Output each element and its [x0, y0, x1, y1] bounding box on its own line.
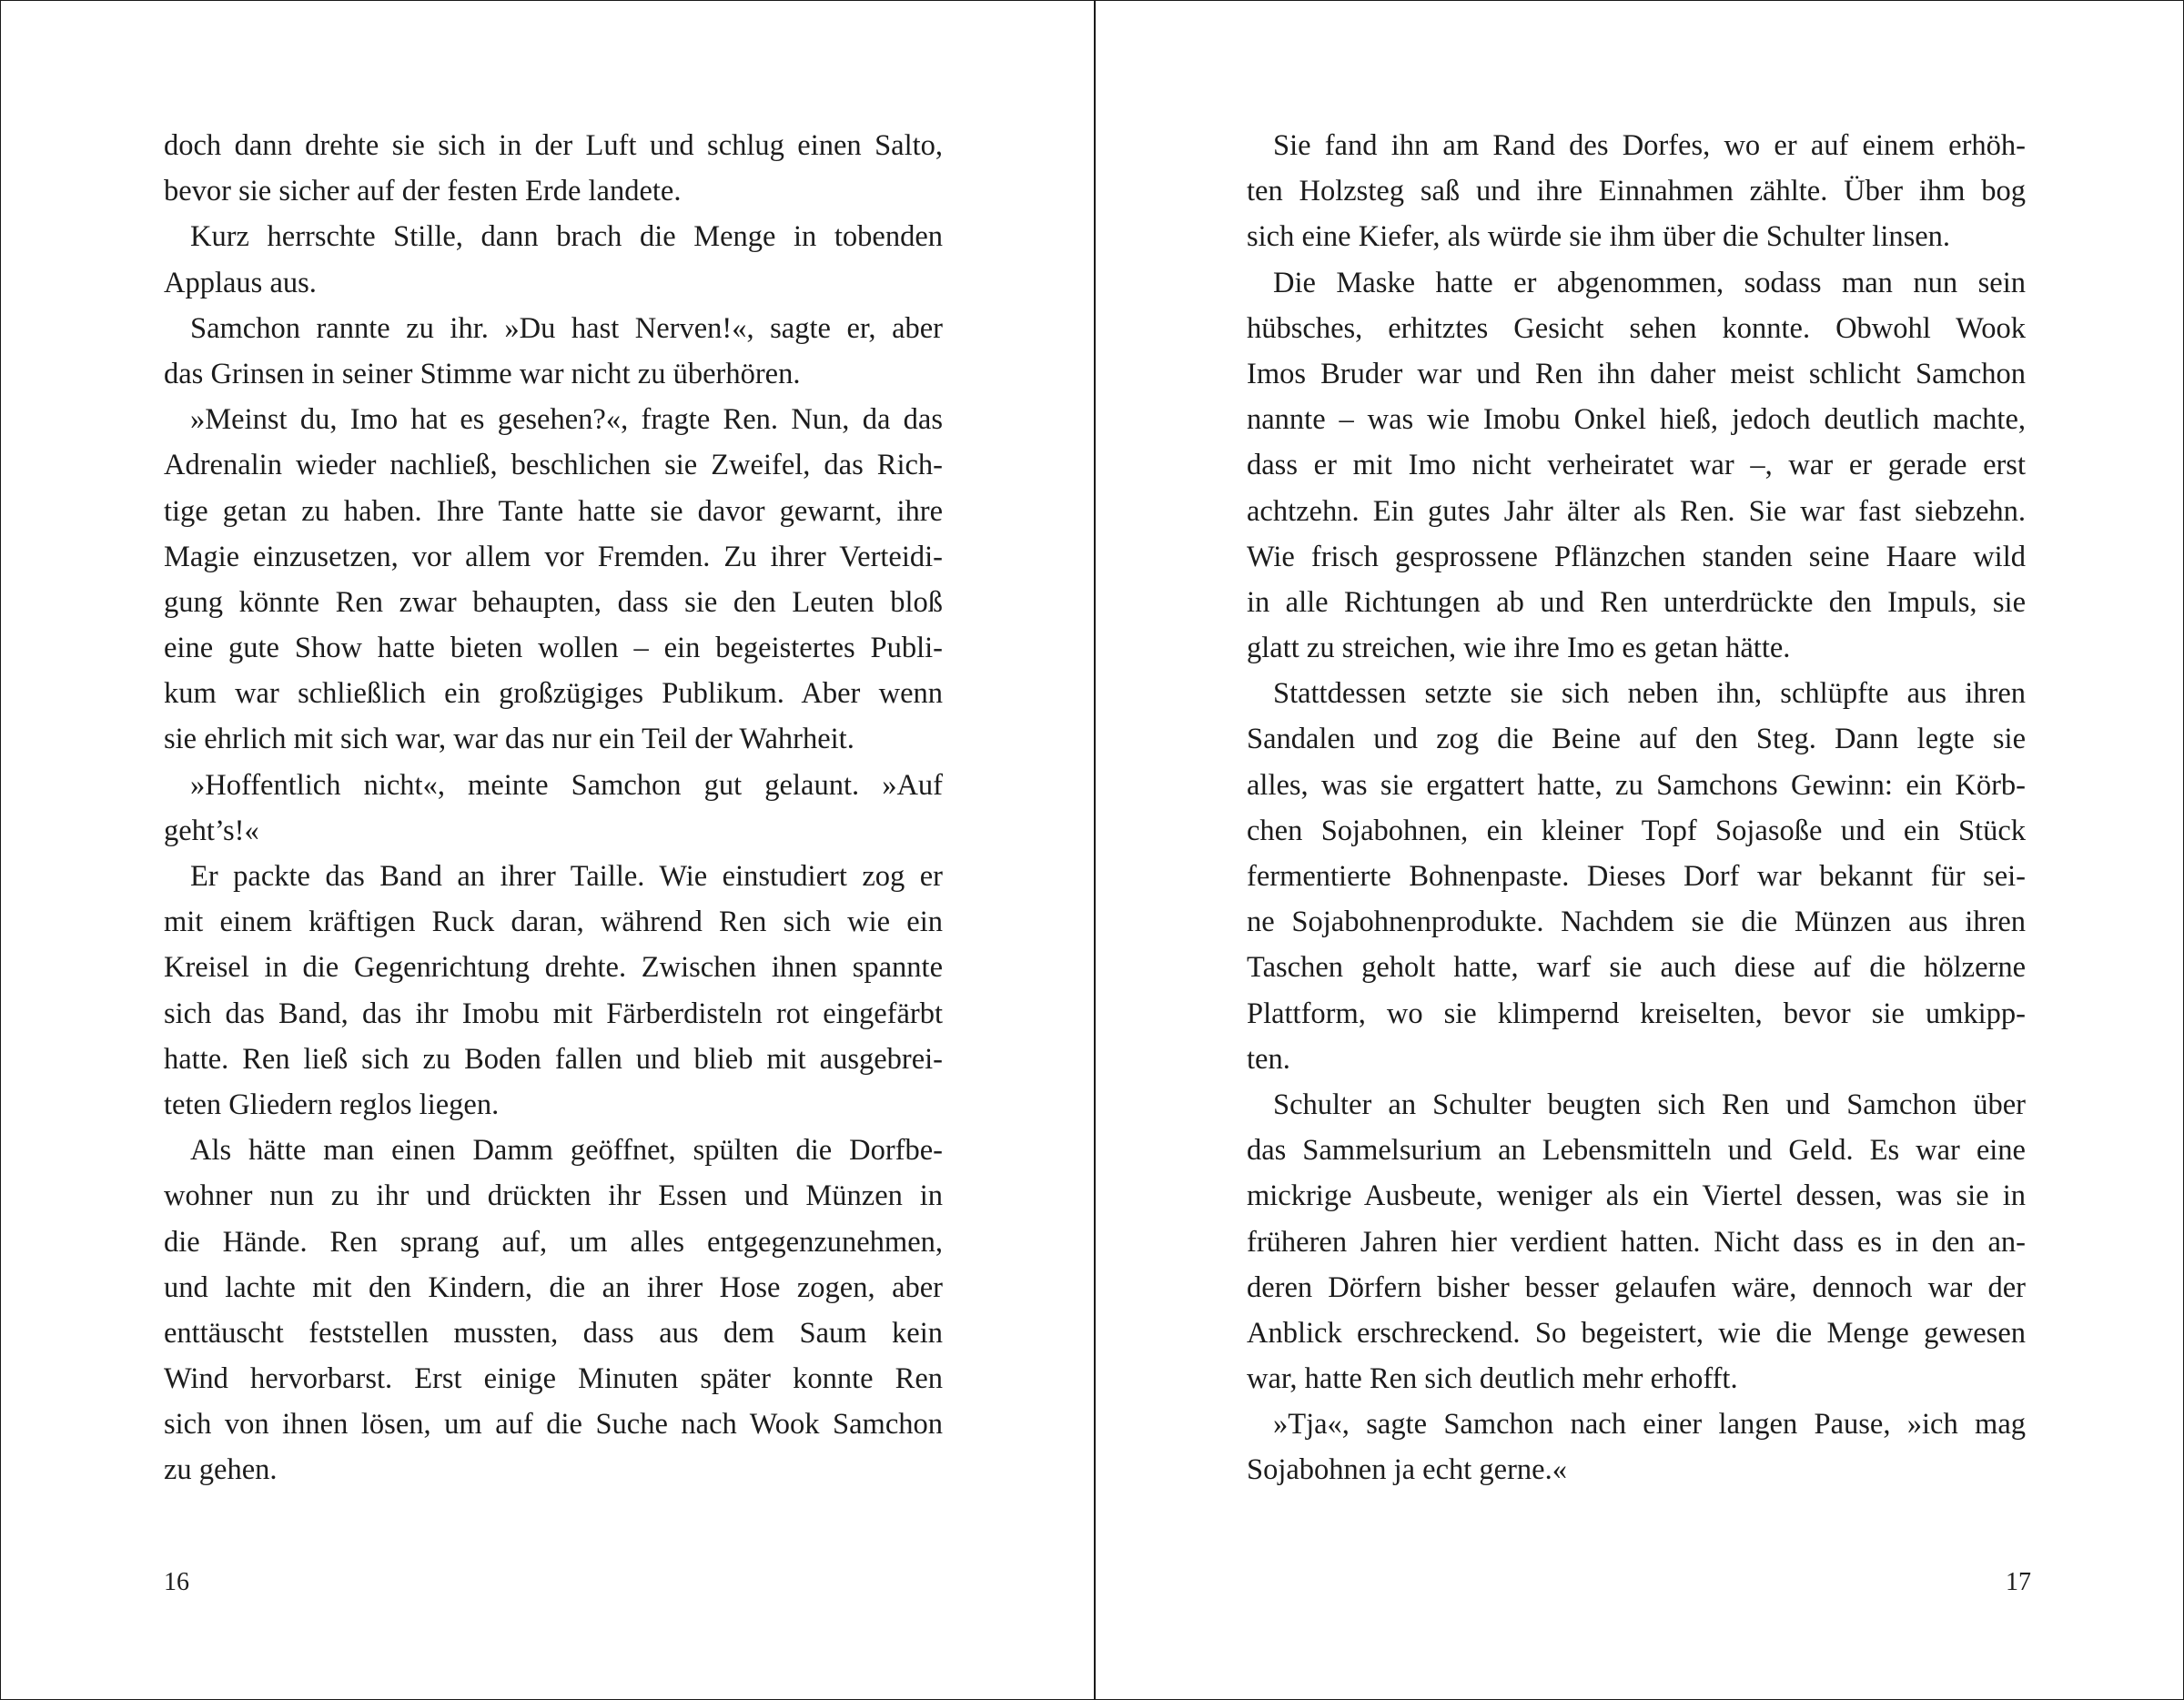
right-page-number: 17: [2006, 1568, 2031, 1596]
text-line: fermentierte Bohnenpaste. Dieses Dorf war bekannt für sei-: [1247, 860, 2026, 893]
text-line: Die Maske hatte er abgenommen, sodass man nun sein: [1273, 266, 2026, 299]
text-line: Anblick erschreckend. So begeistert, wie die Menge gewesen: [1247, 1316, 2026, 1350]
text-line: mickrige Ausbeute, weniger als ein Viertel dessen, was sie in: [1247, 1179, 2026, 1213]
left-page-number: 16: [164, 1568, 189, 1596]
text-line: die Hände. Ren sprang auf, um alles entgegenzunehmen,: [164, 1225, 943, 1259]
text-line: Schulter an Schulter beugten sich Ren und Samchon über: [1273, 1088, 2026, 1121]
left-page: [1, 1, 1094, 1699]
text-line: Applaus aus.: [164, 266, 317, 299]
text-line: Kreisel in die Gegenrichtung drehte. Zwischen ihnen spannte: [164, 951, 943, 985]
text-line: in alle Richtungen ab und Ren unterdrückte den Impuls, sie: [1247, 585, 2026, 619]
text-line: tige getan zu haben. Ihre Tante hatte sie davor gewarnt, ihre: [164, 494, 943, 528]
text-line: Er packte das Band an ihrer Taille. Wie einstudiert zog er: [190, 860, 943, 893]
right-page-text: [1247, 123, 2026, 1493]
text-line: zu gehen.: [164, 1453, 278, 1487]
text-line: achtzehn. Ein gutes Jahr älter als Ren. Sie war fast siebzehn.: [1247, 494, 2026, 528]
text-line: enttäuscht feststellen mussten, dass aus dem Saum kein: [164, 1316, 943, 1350]
text-line: teten Gliedern reglos liegen.: [164, 1088, 500, 1121]
text-line: sich eine Kiefer, als würde sie ihm über die Schulter linsen.: [1247, 220, 1951, 254]
text-line: eine gute Show hatte bieten wollen – ein begeistertes Publi-: [164, 632, 943, 665]
text-line: das Grinsen in seiner Stimme war nicht zu überhören.: [164, 357, 801, 390]
text-line: alles, was sie ergattert hatte, zu Samchons Gewinn: ein Körb-: [1247, 768, 2026, 802]
text-line: Adrenalin wieder nachließ, beschlichen sie Zweifel, das Rich-: [164, 449, 943, 482]
text-line: ne Sojabohnenprodukte. Nachdem sie die Münzen aus ihren: [1247, 906, 2026, 939]
text-line: »Hoffentlich nicht«, meinte Samchon gut gelaunt. »Auf: [190, 768, 943, 802]
text-line: Samchon rannte zu ihr. »Du hast Nerven!«, sagte er, aber: [190, 311, 943, 345]
text-line: Kurz herrschte Stille, dann brach die Menge in tobenden: [190, 220, 943, 254]
text-line: Als hätte man einen Damm geöffnet, spülten die Dorfbe-: [190, 1134, 943, 1168]
text-line: ten Holzsteg saß und ihre Einnahmen zählte. Über ihm bog: [1247, 175, 2026, 208]
text-line: Imos Bruder war und Ren ihn daher meist schlicht Samchon: [1247, 357, 2026, 390]
text-line: ten.: [1247, 1042, 1290, 1076]
text-line: hübsches, erhitztes Gesicht sehen konnte. Obwohl Wook: [1247, 311, 2026, 345]
text-line: Sandalen und zog die Beine auf den Steg. Dann legte sie: [1247, 723, 2026, 756]
left-page-text: [164, 123, 943, 1493]
text-line: »Tja«, sagte Samchon nach einer langen Pause, »ich mag: [1273, 1408, 2026, 1442]
text-line: deren Dörfern bisher besser gelaufen wäre, dennoch war der: [1247, 1270, 2026, 1304]
text-line: kum war schließlich ein großzügiges Publikum. Aber wenn: [164, 677, 943, 711]
text-line: Wie frisch gesprossene Pflänzchen standen seine Haare wild: [1247, 540, 2026, 573]
text-line: doch dann drehte sie sich in der Luft und schlug einen Salto,: [164, 129, 943, 162]
text-line: hatte. Ren ließ sich zu Boden fallen und blieb mit ausgebrei-: [164, 1042, 943, 1076]
text-line: früheren Jahren hier verdient hatten. Nicht dass es in den an-: [1247, 1225, 2026, 1259]
text-line: sich von ihnen lösen, um auf die Suche nach Wook Samchon: [164, 1408, 943, 1442]
text-line: mit einem kräftigen Ruck daran, während Ren sich wie ein: [164, 906, 943, 939]
text-line: nannte – was wie Imobu Onkel hieß, jedoch deutlich machte,: [1247, 403, 2026, 437]
text-line: gung könnte Ren zwar behaupten, dass sie den Leuten bloß: [164, 585, 943, 619]
text-line: glatt zu streichen, wie ihre Imo es getan hätte.: [1247, 632, 1791, 665]
text-line: dass er mit Imo nicht verheiratet war –, war er gerade erst: [1247, 449, 2026, 482]
text-line: war, hatte Ren sich deutlich mehr erhofft.: [1247, 1362, 1738, 1396]
right-page: [1096, 1, 2184, 1699]
text-line: »Meinst du, Imo hat es gesehen?«, fragte Ren. Nun, da das: [190, 403, 943, 437]
text-line: Taschen geholt hatte, warf sie auch diese auf die hölzerne: [1247, 951, 2026, 985]
text-line: chen Sojabohnen, ein kleiner Topf Sojasoße und ein Stück: [1247, 814, 2026, 847]
text-line: Plattform, wo sie klimpernd kreiselten, bevor sie umkipp-: [1247, 997, 2026, 1030]
text-line: wohner nun zu ihr und drückten ihr Essen und Münzen in: [164, 1179, 943, 1213]
text-line: Magie einzusetzen, vor allem vor Fremden. Zu ihrer Verteidi-: [164, 540, 943, 573]
text-line: bevor sie sicher auf der festen Erde landete.: [164, 175, 682, 208]
text-line: Stattdessen setzte sie sich neben ihn, schlüpfte aus ihren: [1273, 677, 2026, 711]
text-line: sich das Band, das ihr Imobu mit Färberdisteln rot eingefärbt: [164, 997, 943, 1030]
text-line: Wind hervorbarst. Erst einige Minuten später konnte Ren: [164, 1362, 943, 1396]
text-line: geht’s!«: [164, 814, 259, 847]
text-line: sie ehrlich mit sich war, war das nur ein Teil der Wahrheit.: [164, 723, 854, 756]
text-line: Sojabohnen ja echt gerne.«: [1247, 1453, 1567, 1487]
text-line: Sie fand ihn am Rand des Dorfes, wo er auf einem erhöh-: [1273, 129, 2026, 162]
text-line: das Sammelsurium an Lebensmitteln und Geld. Es war eine: [1247, 1134, 2026, 1168]
text-line: und lachte mit den Kindern, die an ihrer Hose zogen, aber: [164, 1270, 943, 1304]
